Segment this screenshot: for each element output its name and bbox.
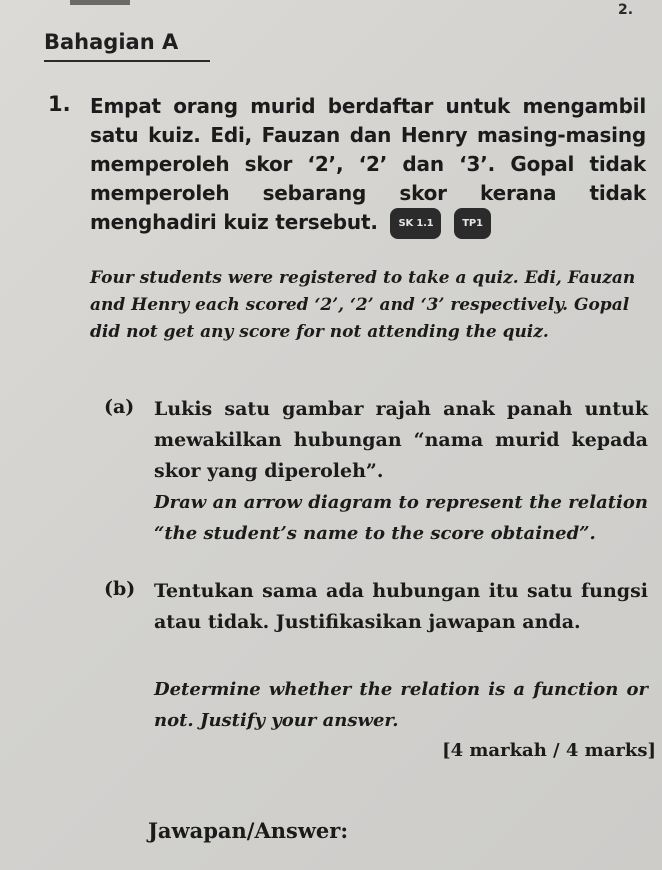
level-badge: TP1 (454, 208, 491, 239)
part-b-malay-text: Tentukan sama ada hubungan itu satu fungsi atau tidak. Justifikasikan jawapan anda. (154, 580, 648, 633)
marks-allocation: [4 markah / 4 marks] (442, 740, 656, 761)
part-b-english-text: Determine whether the relation is a function or not. Justify your answer. (154, 679, 648, 731)
section-title-underline (44, 60, 210, 62)
part-a-malay-text: Lukis satu gambar rajah anak panah untuk mewakilkan hubungan “nama murid kepada skor yang diperoleh”. (154, 398, 648, 482)
question-malay-body: Empat orang murid berdaftar untuk mengambil satu kuiz. Edi, Fauzan dan Henry masing-masing memperoleh skor ‘2’, ‘2’ dan ‘3’. Gopal tidak memperoleh sebarang skor kerana tidak menghadiri kuiz tersebut. (90, 94, 646, 234)
question-number: 1. (48, 92, 71, 116)
part-a-label: (a) (104, 396, 135, 418)
top-ink-smudge (70, 0, 130, 5)
answer-label: Jawapan/Answer: (148, 818, 349, 843)
skill-badge: SK 1.1 (390, 208, 441, 239)
part-b-label: (b) (104, 578, 136, 600)
question-text-english: Four students were registered to take a quiz. Edi, Fauzan and Henry each scored ‘2’, ‘2’ and ‘3’ respectively. Gopal did not get any score for not attending the quiz. (90, 268, 636, 342)
section-title: Bahagian A (44, 30, 179, 54)
question-text-malay (90, 92, 646, 239)
part-a-english-text: Draw an arrow diagram to represent the relation “the student’s name to the score obtained”. (154, 492, 648, 544)
corner-page-mark: 2. (618, 2, 634, 18)
